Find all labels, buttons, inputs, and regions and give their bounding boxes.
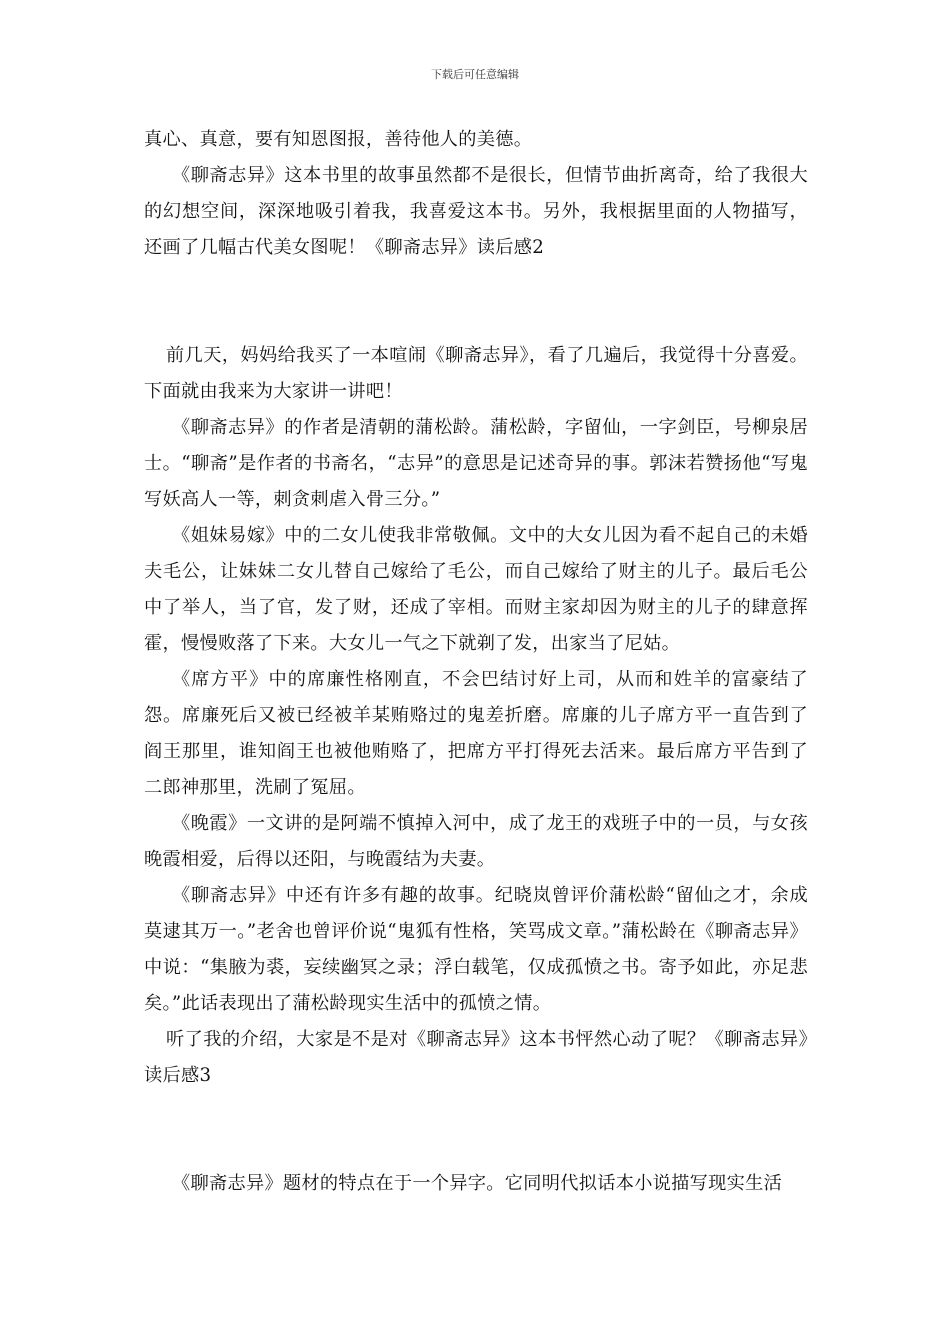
paragraph-1: 真心、真意，要有知恩图报，善待他人的美德。	[144, 129, 533, 150]
paragraph-5: 《姐妹易嫁》中的二女儿使我非常敬佩。文中的大女儿因为看不起自己的未婚夫毛公，让妹妹二女儿替自己嫁给了毛公，而自己嫁给了财主的儿子。最后毛公中了举人，当了官，发了财，还成了宰相。而财主家却因为财主的儿子的肆意挥霍，慢慢败落了下来。大女儿一气之下就剃了发，出家当了尼姑。	[144, 525, 808, 654]
paragraph-8: 《聊斋志异》中还有许多有趣的故事。纪晓岚曾评价蒲松龄“留仙之才，余成莫逮其万一。”老舍也曾评价说“鬼狐有性格，笑骂成文章。”蒲松龄在《聊斋志异》中说：“集腋为裘，妄续幽冥之录；浮白载笔，仅成孤愤之书。寄予如此，亦足悲矣。”此话表现出了蒲松龄现实生活中的孤愤之情。	[144, 885, 808, 1014]
paragraph-10: 《聊斋志异》题材的特点在于一个异字。它同明代拟话本小说描写现实生活	[172, 1173, 783, 1194]
section-gap	[144, 1094, 808, 1166]
paragraph-6: 《席方平》中的席廉性格刚直，不会巴结讨好上司，从而和姓羊的富豪结了怨。席廉死后又被已经被羊某贿赂过的鬼差折磨。席廉的儿子席方平一直告到了阎王那里，谁知阎王也被他贿赂了，把席方平打得死去活来。最后席方平告到了二郎神那里，洗刷了冤屈。	[144, 669, 808, 798]
page-header: 下载后可任意编辑	[431, 68, 519, 81]
paragraph-9: 听了我的介绍，大家是不是对《聊斋志异》这本书怦然心动了呢？《聊斋志异》读后感3	[144, 1029, 808, 1086]
paragraph-2: 《聊斋志异》这本书里的故事虽然都不是很长，但情节曲折离奇，给了我很大的幻想空间，深深地吸引着我，我喜爱这本书。另外，我根据里面的人物描写，还画了几幅古代美女图呢！《聊斋志异》读后感2	[144, 165, 808, 258]
paragraph-3: 前几天，妈妈给我买了一本喧闹《聊斋志异》，看了几遍后，我觉得十分喜爱。下面就由我来为大家讲一讲吧！	[144, 345, 808, 402]
paragraph-7: 《晚霞》一文讲的是阿端不慎掉入河中，成了龙王的戏班子中的一员，与女孩晚霞相爱，后得以还阳，与晚霞结为夫妻。	[144, 813, 808, 870]
section-gap	[144, 266, 808, 338]
paragraph-4: 《聊斋志异》的作者是清朝的蒲松龄。蒲松龄，字留仙，一字剑臣，号柳泉居士。“聊斋”是作者的书斋名，“志异”的意思是记述奇异的事。郭沫若赞扬他“写鬼写妖高人一等，刺贪刺虐入骨三分。”	[144, 417, 808, 510]
document-body	[144, 122, 808, 1202]
